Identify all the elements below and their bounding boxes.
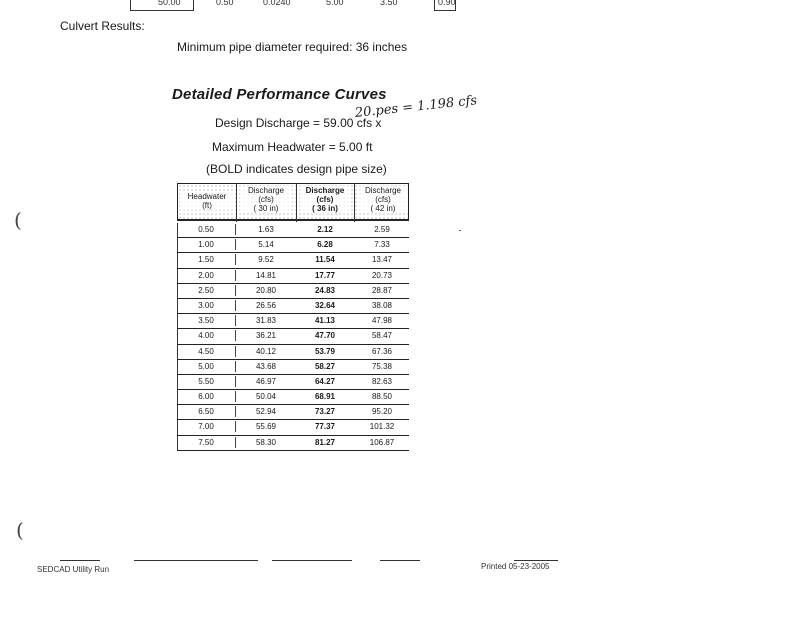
handwritten-note: 20.pes = 1.198 cfs <box>354 93 478 121</box>
table-cell: 106.87 <box>369 437 395 447</box>
table-cell: 24.83 <box>314 285 336 295</box>
table-cell: 11.54 <box>315 255 335 265</box>
table-row <box>177 299 409 314</box>
table-row <box>177 238 409 253</box>
row-divider <box>235 224 236 235</box>
table-cell: 4.00 <box>198 331 214 341</box>
footer-program-label: SEDCAD Utility Run <box>37 565 110 574</box>
table-cell: 32.64 <box>314 300 336 310</box>
top-cutoff-row <box>128 0 458 12</box>
section-title: Detailed Performance Curves <box>172 86 387 103</box>
performance-table <box>177 183 409 451</box>
table-row <box>177 345 409 360</box>
footer-rule <box>514 560 558 561</box>
table-cell: 101.32 <box>369 422 395 432</box>
header-line: Discharge <box>305 186 345 195</box>
row-divider <box>235 376 236 387</box>
top-value: 0.50 <box>216 0 234 7</box>
header-discharge-42 <box>358 186 408 213</box>
table-cell: 13.47 <box>371 255 393 265</box>
header-line: ( 36 in) <box>312 204 338 213</box>
header-line: (cfs) <box>375 195 391 204</box>
row-divider <box>235 300 236 311</box>
table-cell: 95.20 <box>371 407 393 417</box>
table-cell: 52.94 <box>255 407 277 417</box>
table-header <box>177 183 409 221</box>
table-cell: 82.63 <box>371 376 393 386</box>
table-row <box>177 405 409 420</box>
row-divider <box>235 346 236 357</box>
table-cell: 43.68 <box>255 361 277 371</box>
header-line: Discharge <box>247 186 284 195</box>
table-cell: 0.50 <box>198 225 214 234</box>
top-value: 0.90 <box>438 0 456 7</box>
table-cell: 2.00 <box>198 270 214 280</box>
header-line: ( 42 in) <box>370 204 396 213</box>
table-row <box>177 284 409 299</box>
table-cell: 3.50 <box>198 316 214 326</box>
table-row <box>177 253 409 268</box>
design-discharge-text: Design Discharge = 59.00 cfs x <box>215 116 382 130</box>
max-headwater-text: Maximum Headwater = 5.00 ft <box>212 140 373 154</box>
header-discharge-36 <box>300 186 350 213</box>
table-cell: 73.27 <box>314 407 336 417</box>
table-row <box>177 314 409 329</box>
table-cell: 55.69 <box>255 422 277 432</box>
table-cell: 41.13 <box>314 316 336 326</box>
table-cell: 7.00 <box>198 422 214 432</box>
table-cell: 6.28 <box>317 240 333 250</box>
table-cell: 6.00 <box>198 392 214 402</box>
row-divider <box>235 315 236 326</box>
table-cell: 4.50 <box>198 346 214 356</box>
row-divider <box>235 270 236 281</box>
table-cell: 20.73 <box>371 270 393 280</box>
table-cell: 20.80 <box>255 285 277 295</box>
table-cell: 2.50 <box>198 285 214 295</box>
row-divider <box>235 437 236 448</box>
table-cell: 50.04 <box>255 392 277 402</box>
row-divider <box>235 330 236 341</box>
table-cell: 38.08 <box>371 300 393 310</box>
table-cell: 64.27 <box>314 376 336 386</box>
table-cell: 40.12 <box>255 346 277 356</box>
table-cell: 1.63 <box>258 225 274 234</box>
culvert-results-label: Culvert Results: <box>60 19 145 33</box>
table-cell: 46.97 <box>255 376 277 386</box>
header-line: (ft) <box>202 201 212 210</box>
top-value: 50.00 <box>158 0 181 7</box>
footer-rule <box>272 560 352 561</box>
row-divider <box>235 285 236 296</box>
footer-rule <box>134 560 258 561</box>
scan-speck <box>459 230 461 231</box>
table-cell: 14.81 <box>255 270 277 280</box>
table-cell: 17.77 <box>314 270 336 280</box>
margin-mark: ( <box>16 518 24 542</box>
min-pipe-diameter-text: Minimum pipe diameter required: 36 inches <box>177 40 408 54</box>
header-line: Headwater <box>187 192 227 201</box>
top-value: 3.50 <box>380 0 398 7</box>
top-value: 0.0240 <box>263 0 291 7</box>
footer-printed-date: Printed 05-23-2005 <box>481 562 550 571</box>
table-cell: 5.50 <box>198 376 214 386</box>
table-row <box>177 375 409 390</box>
header-line: ( 30 in) <box>253 204 279 213</box>
table-cell: 47.98 <box>371 316 393 326</box>
table-cell: 2.59 <box>374 225 390 234</box>
table-row <box>177 360 409 375</box>
table-cell: 58.30 <box>255 437 277 447</box>
table-cell: 9.52 <box>258 255 274 265</box>
table-cell: 1.00 <box>198 240 214 250</box>
table-row <box>177 390 409 405</box>
table-cell: 53.79 <box>314 346 336 356</box>
table-cell: 81.27 <box>314 437 336 447</box>
row-divider <box>235 406 236 417</box>
table-cell: 31.83 <box>255 316 277 326</box>
footer-rule <box>60 560 100 561</box>
table-body <box>177 223 409 451</box>
header-line: Discharge <box>364 186 401 195</box>
table-cell: 6.50 <box>198 407 214 417</box>
top-value: 5.00 <box>326 0 344 7</box>
table-cell: 77.37 <box>314 422 336 432</box>
table-cell: 3.00 <box>198 300 214 310</box>
row-divider <box>235 254 236 265</box>
header-divider <box>354 184 355 222</box>
table-cell: 5.14 <box>258 240 274 250</box>
margin-mark: ( <box>14 208 22 232</box>
table-cell: 5.00 <box>198 361 214 371</box>
header-headwater <box>180 192 234 210</box>
header-line: (cfs) <box>316 195 334 204</box>
table-row <box>177 329 409 344</box>
row-divider <box>235 361 236 372</box>
table-cell: 28.87 <box>371 285 393 295</box>
row-divider <box>235 391 236 402</box>
header-line: (cfs) <box>258 195 274 204</box>
table-cell: 7.33 <box>374 240 390 250</box>
bold-indicates-note: (BOLD indicates design pipe size) <box>206 162 387 176</box>
table-cell: 67.36 <box>371 346 393 356</box>
table-cell: 36.21 <box>255 331 277 341</box>
table-cell: 47.70 <box>314 331 336 341</box>
header-discharge-30 <box>240 186 292 213</box>
table-cell: 2.12 <box>317 225 333 234</box>
row-divider <box>235 239 236 250</box>
table-row <box>177 436 409 451</box>
table-cell: 58.27 <box>314 361 336 371</box>
table-cell: 68.91 <box>314 392 336 402</box>
table-cell: 7.50 <box>198 437 214 447</box>
header-divider <box>296 184 297 222</box>
table-row <box>177 223 409 238</box>
header-divider <box>236 184 237 222</box>
table-cell: 26.56 <box>255 300 277 310</box>
table-row <box>177 420 409 435</box>
table-row <box>177 269 409 284</box>
footer-rule <box>380 560 420 561</box>
table-cell: 75.38 <box>371 361 393 371</box>
row-divider <box>235 421 236 432</box>
table-cell: 1.50 <box>198 255 214 265</box>
table-cell: 58.47 <box>371 331 393 341</box>
table-cell: 88.50 <box>371 392 393 402</box>
